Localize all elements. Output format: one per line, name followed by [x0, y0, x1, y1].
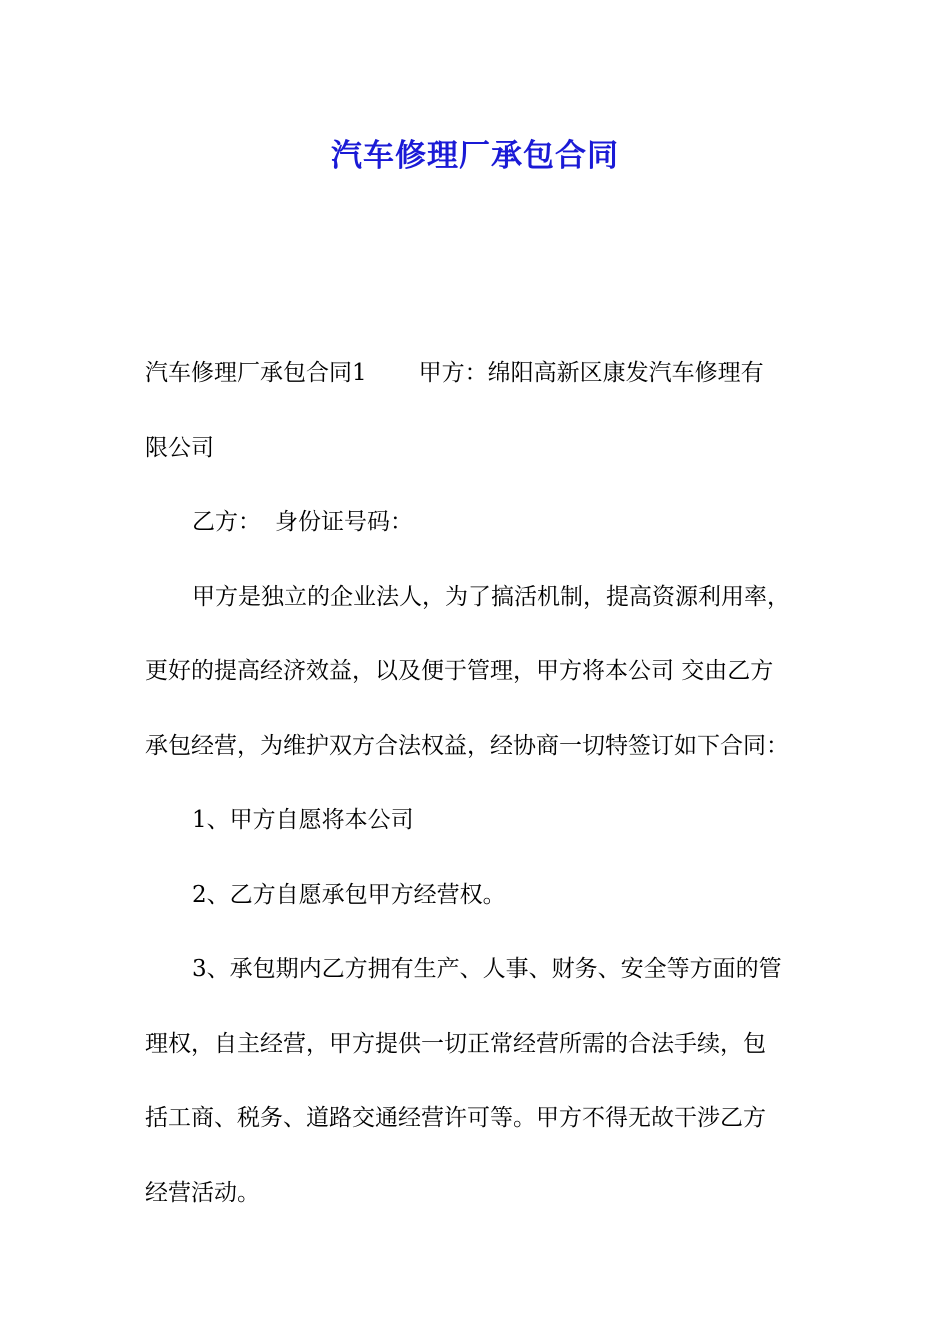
document-body: [145, 336, 835, 1230]
clause-2: 2、乙方自愿承包甲方经营权。: [192, 881, 506, 908]
clause-3-line-1: 3、承包期内乙方拥有生产、人事、财务、安全等方面的管: [192, 956, 782, 982]
preamble-line-2: 更好的提高经济效益，以及便于管理，甲方将本公司 交由乙方: [145, 658, 774, 684]
intro-heading: 汽车修理厂承包合同1: [145, 360, 367, 386]
intro-line: [145, 336, 835, 411]
party-a-text: 甲方：绵阳高新区康发汽车修理有: [418, 360, 764, 386]
clause-3-line-2: 理权，自主经营，甲方提供一切正常经营所需的合法手续，包: [145, 1030, 766, 1057]
clause-3-line-4: 经营活动。: [145, 1179, 260, 1206]
party-a-continuation: 限公司: [145, 434, 214, 461]
clause-1: 1、甲方自愿将本公司: [192, 807, 414, 833]
preamble-line-3: 承包经营，为维护双方合法权益，经协商一切特签订如下合同：: [145, 732, 789, 759]
id-number-label: 身份证号码：: [275, 509, 413, 535]
party-b-label: 乙方：: [192, 509, 261, 535]
party-b-line: [145, 485, 835, 560]
preamble-line-1: 甲方是独立的企业法人，为了搞活机制，提高资源利用率，: [192, 583, 790, 610]
clause-3-line-3: 括工商、税务、道路交通经营许可等。甲方不得无故干涉乙方: [145, 1105, 766, 1131]
document-title: 汽车修理厂承包合同: [331, 138, 619, 174]
